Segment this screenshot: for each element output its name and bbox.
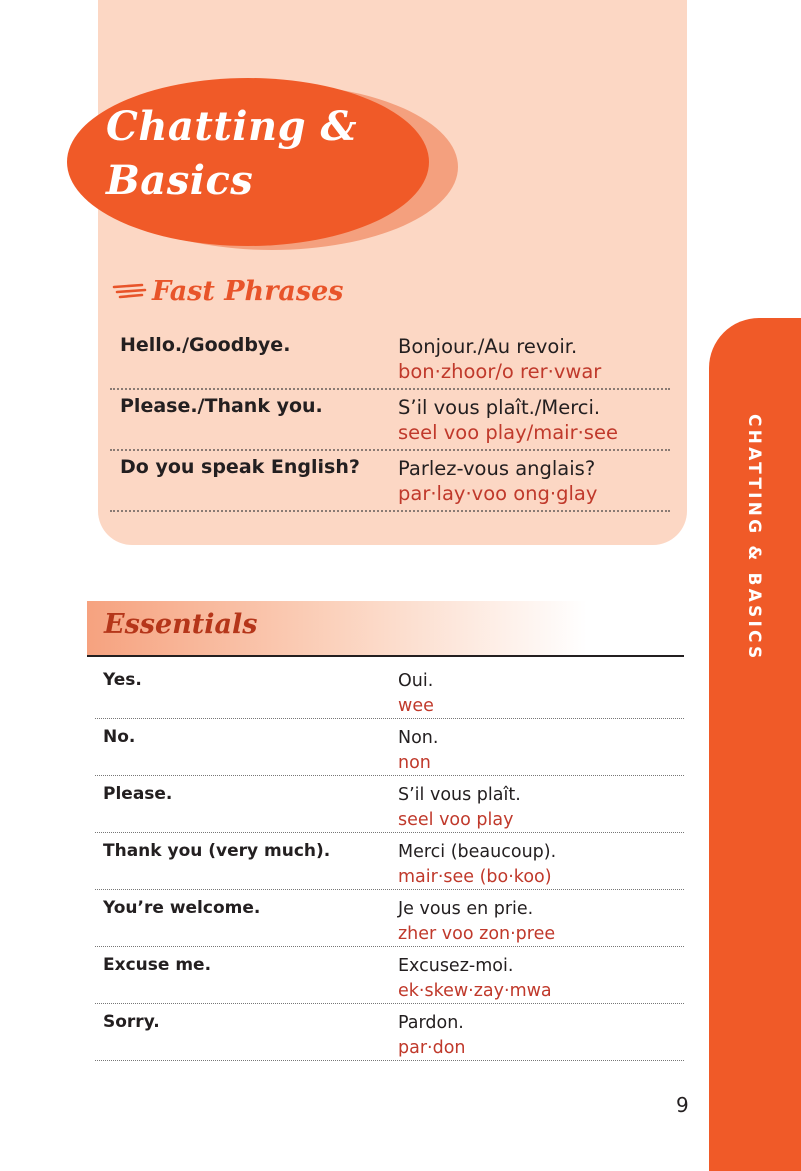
phrase-english: Thank you (very much). bbox=[103, 841, 331, 861]
phrase-english: Excuse me. bbox=[103, 955, 212, 975]
phrase-pronunciation: seel voo play/mair·see bbox=[398, 421, 618, 444]
side-tab-label: CHATTING & BASICS bbox=[744, 414, 764, 662]
phrase-french: S’il vous plaît./Merci. bbox=[398, 396, 601, 419]
phrase-english: Please. bbox=[103, 784, 173, 804]
essential-row bbox=[95, 1003, 684, 1061]
essential-row bbox=[95, 661, 684, 719]
phrase-pronunciation: non bbox=[398, 753, 431, 773]
essential-row bbox=[95, 889, 684, 947]
phrase-french: Oui. bbox=[398, 671, 434, 691]
phrase-french: S’il vous plaît. bbox=[398, 785, 521, 805]
phrase-french: Je vous en prie. bbox=[398, 899, 534, 919]
essential-row bbox=[95, 946, 684, 1004]
phrase-english: Do you speak English? bbox=[120, 456, 360, 478]
phrase-pronunciation: wee bbox=[398, 696, 434, 716]
essentials-divider bbox=[87, 655, 684, 657]
phrase-pronunciation: par·lay·voo ong·glay bbox=[398, 482, 598, 505]
fast-phrase-row bbox=[110, 328, 670, 390]
phrase-french: Parlez-vous anglais? bbox=[398, 457, 596, 480]
fast-phrases-header bbox=[112, 272, 344, 310]
essential-row bbox=[95, 718, 684, 776]
fast-phrase-row bbox=[110, 450, 670, 512]
section-title-line2: Basics bbox=[106, 157, 254, 204]
speed-lines-icon bbox=[112, 281, 148, 301]
phrase-pronunciation: zher voo zon·pree bbox=[398, 924, 556, 944]
phrase-pronunciation: seel voo play bbox=[398, 810, 514, 830]
phrase-pronunciation: ek·skew·zay·mwa bbox=[398, 981, 552, 1001]
phrase-pronunciation: mair·see (bo·koo) bbox=[398, 867, 552, 887]
phrase-french: Non. bbox=[398, 728, 439, 748]
essential-row bbox=[95, 832, 684, 890]
essentials-heading: Essentials bbox=[104, 609, 258, 640]
phrase-english: Yes. bbox=[103, 670, 142, 690]
fast-phrases-heading: Fast Phrases bbox=[152, 275, 344, 307]
phrase-english: Sorry. bbox=[103, 1012, 160, 1032]
phrase-english: Please./Thank you. bbox=[120, 395, 323, 417]
fast-phrase-row bbox=[110, 389, 670, 451]
essential-row bbox=[95, 775, 684, 833]
phrase-english: Hello./Goodbye. bbox=[120, 334, 291, 356]
phrase-french: Merci (beaucoup). bbox=[398, 842, 557, 862]
phrase-french: Excusez-moi. bbox=[398, 956, 514, 976]
section-title bbox=[106, 100, 416, 208]
phrase-french: Pardon. bbox=[398, 1013, 464, 1033]
phrase-pronunciation: bon·zhoor/o rer·vwar bbox=[398, 360, 602, 383]
phrase-pronunciation: par·don bbox=[398, 1038, 466, 1058]
section-title-line1: Chatting & bbox=[106, 103, 358, 150]
page-number: 9 bbox=[676, 1093, 689, 1117]
phrase-english: No. bbox=[103, 727, 136, 747]
phrase-english: You’re welcome. bbox=[103, 898, 261, 918]
phrase-french: Bonjour./Au revoir. bbox=[398, 335, 578, 358]
